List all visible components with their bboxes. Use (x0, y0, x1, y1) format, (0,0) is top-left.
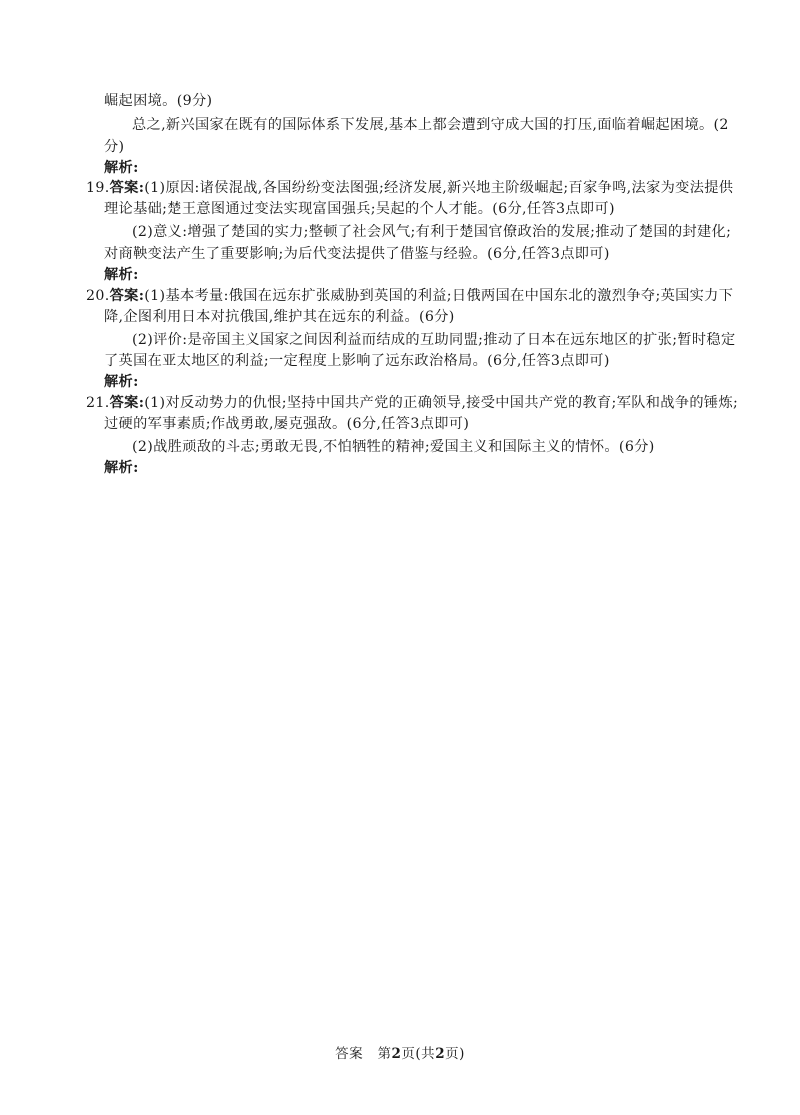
footer-page-number: 2 (391, 1046, 402, 1062)
answer-label: 答案: (109, 395, 145, 411)
q19-answer-line (86, 178, 733, 198)
page-footer (0, 1042, 800, 1062)
answer-text: 了英国在亚太地区的利益;一定程度上影响了远东政治格局。(6分,任答3点即可) (104, 353, 610, 369)
footer-page-prefix: 第 (377, 1046, 392, 1062)
q21-answer-line (86, 393, 738, 413)
answer-text: (2)意义:增强了楚国的实力;整顿了社会风气;有利于楚国官僚政治的发展;推动了楚国的封建化; (132, 224, 732, 240)
answer-text: (1)对反动势力的仇恨;坚持中国共产党的正确领导,接受中国共产党的教育;军队和战争的锤炼; (144, 395, 739, 411)
analysis-label: 解析: (104, 374, 139, 390)
answer-label: 答案: (109, 180, 145, 196)
answer-label: 答案: (109, 288, 145, 304)
summary-text-cont: 分) (104, 139, 125, 155)
answer-text: 理论基础;楚王意图通过变法实现富国强兵;吴起的个人才能。(6分,任答3点即可) (104, 201, 615, 217)
question-number: 20. (86, 288, 110, 304)
analysis-label: 解析: (104, 267, 139, 283)
answer-text: (1)原因:诸侯混战,各国纷纷变法图强;经济发展,新兴地主阶级崛起;百家争鸣,法家为变法提供 (144, 180, 734, 196)
continued-text: 崛起困境。(9分) (104, 93, 213, 109)
answer-text: (2)评价:是帝国主义国家之间因利益而结成的互助同盟;推动了日本在远东地区的扩张;暂时稳定 (132, 332, 736, 348)
answer-text: 过硬的军事素质;作战勇敢,屡克强敌。(6分,任答3点即可) (104, 416, 470, 432)
answer-text: 降,企图利用日本对抗俄国,维护其在远东的利益。(6分) (104, 309, 455, 325)
footer-label: 答案 (335, 1046, 364, 1062)
question-number: 21. (86, 395, 110, 411)
summary-text: 总之,新兴国家在既有的国际体系下发展,基本上都会遭到守成大国的打压,面临着崛起困境。(2 (132, 117, 729, 133)
analysis-label: 解析: (104, 460, 139, 476)
q20-answer-line (86, 286, 733, 306)
footer-total-prefix: 页(共 (401, 1046, 436, 1062)
footer-suffix: 页) (445, 1046, 465, 1062)
answer-text: 对商鞅变法产生了重要影响;为后代变法提供了借鉴与经验。(6分,任答3点即可) (104, 246, 610, 262)
answer-text: (1)基本考量:俄国在远东扩张威胁到英国的利益;日俄两国在中国东北的激烈争夺;英国实力下 (144, 288, 734, 304)
answer-text: (2)战胜顽敌的斗志;勇敢无畏,不怕牺牲的精神;爱国主义和国际主义的情怀。(6分) (132, 439, 655, 455)
footer-total-pages: 2 (435, 1046, 446, 1062)
analysis-label: 解析: (104, 160, 139, 176)
question-number: 19. (86, 180, 110, 196)
